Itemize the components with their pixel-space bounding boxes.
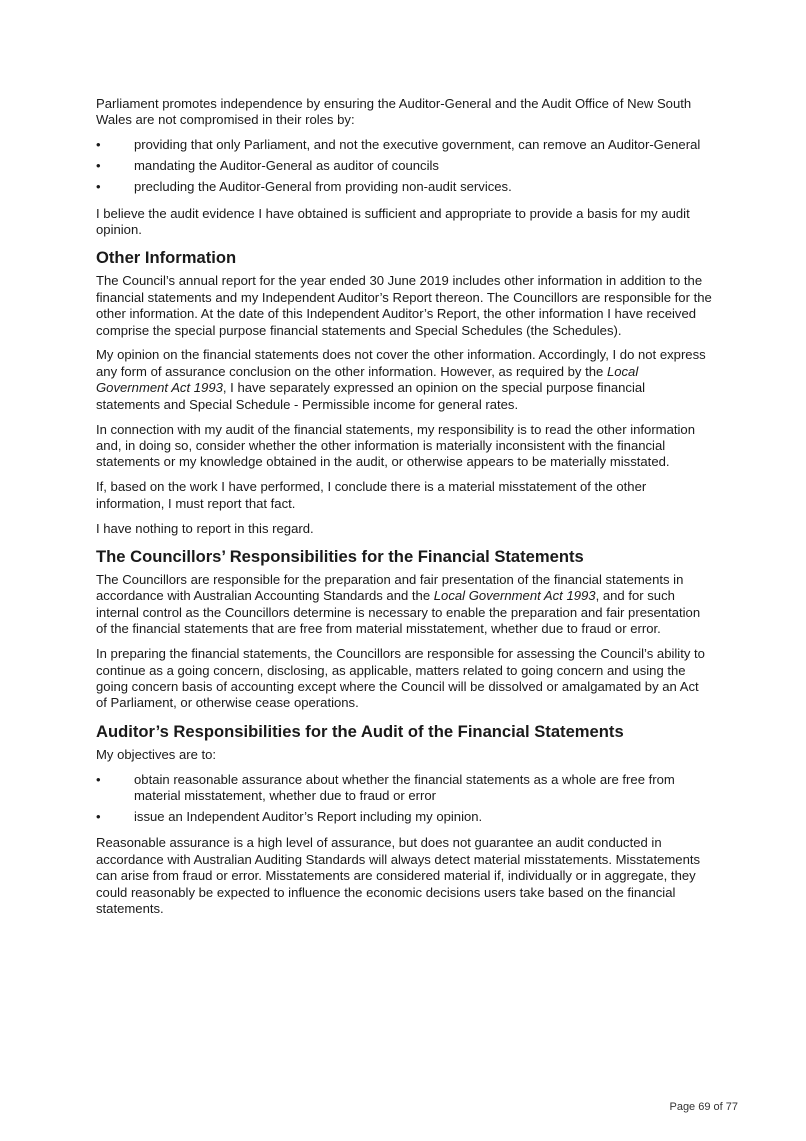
list-item-text: providing that only Parliament, and not the executive government, can remove an Auditor-General [134, 137, 701, 153]
bullet: • [96, 137, 101, 153]
list-item [96, 137, 712, 153]
list-item [96, 772, 712, 805]
bullet: • [96, 809, 101, 824]
councillors-paragraph: In preparing the financial statements, the Councillors are responsible for assessing the Council’s ability to continue as a going concern, disclosing, as applicable, matters related to going concern and using the going concern basis of accounting except where the Council will be dissolved or amalgamated by an Act of Parliament, or otherwise cease operations. [96, 646, 705, 711]
bullet: • [96, 771, 101, 787]
act-reference: Local Government Act 1993 [433, 588, 596, 604]
other-info-paragraph: I have nothing to report in this regard. [96, 520, 314, 536]
independence-list [96, 137, 712, 195]
reasonable-assurance-paragraph: Reasonable assurance is a high level of assurance, but does not guarantee an audit conducted in accordance with Australian Auditing Standards will always detect material misstatements. Misstatements can arise from fraud or error. Misstatements are considered material if, individually or in aggregate, they could reasonably be expected to influence the economic decisions users take based on the financial statements. [96, 835, 701, 917]
page-number: Page 69 of 77 [669, 1101, 738, 1113]
act-reference: Local Government Act 1993 [96, 363, 639, 396]
basis-paragraph: I believe the audit evidence I have obtained is sufficient and appropriate to provide a basis for my audit opinion. [96, 205, 690, 237]
bullet: • [96, 179, 101, 195]
objectives-list [96, 772, 712, 826]
councillors-paragraph: The Councillors are responsible for the preparation and fair presentation of the financial statements in accordance with Australian Accounting Standards and the Local Government Act 1993, and for such internal control as the Councillors determine is necessary to enable the preparation and fair presentation of the financial statements that are free from material misstatement, whether due to fraud or error. [96, 572, 701, 637]
councillors-responsibilities-heading: The Councillors’ Responsibilities for the Financial Statements [96, 547, 584, 567]
other-info-paragraph: In connection with my audit of the financial statements, my responsibility is to read the other information and, in doing so, consider whether the other information is materially inconsistent with the financial statements or my knowledge obtained in the audit, or otherwise appears to be materially misstated. [96, 421, 695, 470]
auditor-responsibilities-heading: Auditor’s Responsibilities for the Audit of the Financial Statements [96, 721, 624, 741]
other-info-paragraph: The Council’s annual report for the year ended 30 June 2019 includes other information in addition to the financial statements and my Independent Auditor’s Report thereon. The Councillors are responsible for the other information. At the date of this Independent Auditor’s Report, the other information I have received comprise the special purpose financial statements and Special Schedules (the Schedules). [96, 273, 712, 338]
other-info-paragraph: My opinion on the financial statements does not cover the other information. Accordingly, I do not express any form of assurance conclusion on the other information. However, as required by the Local Government Act 1993, I have separately expressed an opinion on the special purpose financial statements and Special Schedule - Permissible income for general rates. [96, 347, 706, 412]
list-item-text: obtain reasonable assurance about whether the financial statements as a whole are free from material misstatement, whether due to fraud or error [134, 771, 675, 804]
list-item [96, 179, 712, 195]
list-item-text: issue an Independent Auditor’s Report including my opinion. [134, 809, 483, 824]
objectives-paragraph: My objectives are to: [96, 746, 217, 762]
intro-paragraph: Parliament promotes independence by ensuring the Auditor-General and the Audit Office of New South Wales are not compromised in their roles by: [96, 96, 692, 128]
list-item-text: precluding the Auditor-General from providing non-audit services. [134, 179, 512, 195]
list-item [96, 809, 712, 825]
page-content [96, 96, 712, 926]
list-item [96, 158, 712, 174]
other-information-heading: Other Information [96, 248, 237, 268]
list-item-text: mandating the Auditor-General as auditor of councils [134, 158, 439, 174]
bullet: • [96, 158, 101, 174]
other-info-paragraph: If, based on the work I have performed, I conclude there is a material misstatement of the other information, I must report that fact. [96, 479, 647, 511]
